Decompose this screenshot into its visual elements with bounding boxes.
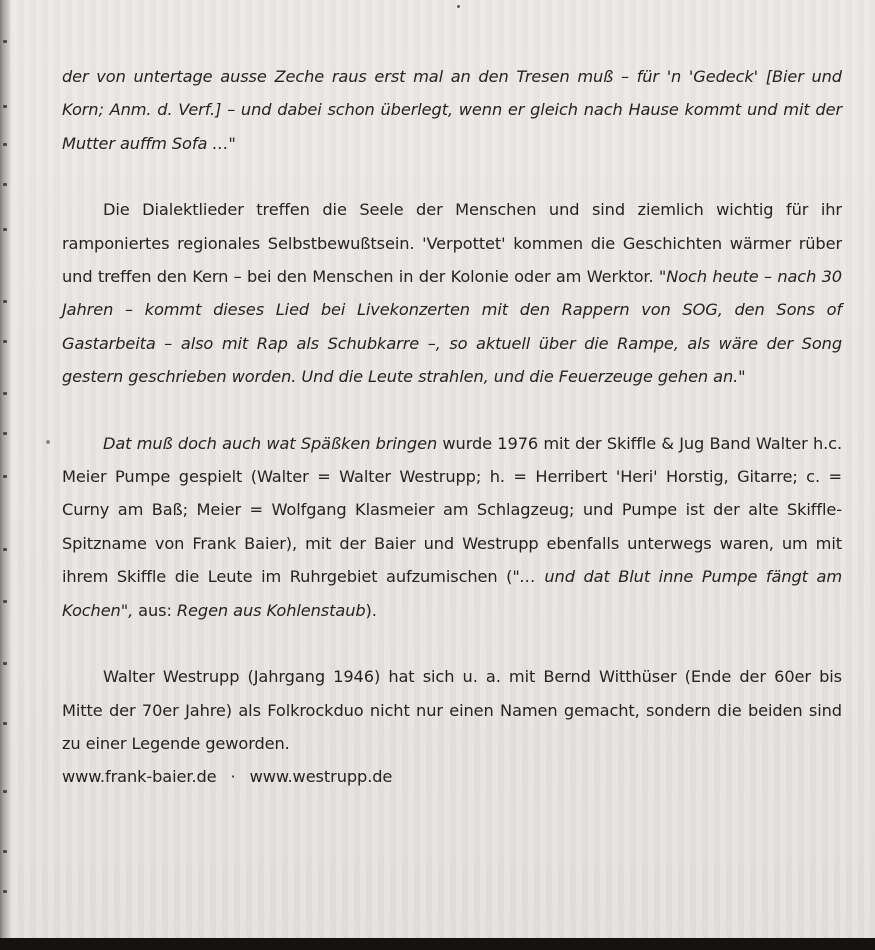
paragraph-continued-quote: der von untertage ausse Zeche raus erst mal an den Tresen muß – für 'n 'Gedeck' [Bier und Korn; Anm. d. Verf.] – und dabei schon überlegt, wenn er gleich nach Hause kommt und mit der Mutter auffm Sofa …"	[62, 67, 842, 153]
spine-mark	[3, 340, 7, 343]
paragraph-dialect-songs	[62, 193, 842, 393]
song-title: Dat muß doch auch wat Späßken bringen	[103, 433, 438, 453]
source-prefix: aus:	[138, 600, 172, 620]
book-spine	[0, 0, 10, 940]
scan-mark	[457, 5, 460, 8]
paragraph-text: wurde 1976 mit der Skiffle & Jug Band Walter h.c. Meier Pumpe gespielt (Walter = Walter Westrupp; h. = Herribert 'Heri' Horstig, Gitarre; c. = Curny am Baß; Meier = Wolfgang Klasmeier am Schlagzeug; und Pumpe ist der alte Skiffle-Spitzname von Frank Baier), mit der Baier und Westrupp ebenfalls unterwegs waren, um mit ihrem Skiffle die Leute im Ruhrgebiet aufzumischen	[62, 433, 842, 587]
spine-mark	[3, 475, 7, 478]
spine-mark	[3, 890, 7, 893]
spine-mark	[3, 548, 7, 551]
quote-open: (	[506, 567, 513, 587]
link-separator: ·	[230, 767, 236, 787]
spine-mark	[3, 143, 7, 146]
website-links	[62, 760, 842, 793]
spine-mark	[3, 392, 7, 395]
spine-mark	[3, 722, 7, 725]
spine-mark	[3, 300, 7, 303]
paragraph-skiffle-band	[62, 427, 842, 627]
paragraph-text: Die Dialektlieder treffen die Seele der Menschen und sind ziemlich wichtig für ihr ramponiertes regionales Selbstbewußtsein. 'Verpottet' kommen die Geschichten wärmer rüber und treffen den Kern – bei den Menschen in der Kolonie oder am Werktor.	[62, 200, 842, 287]
paragraph-close: ).	[365, 600, 377, 620]
spine-mark	[3, 40, 7, 43]
album-title: Regen aus Kohlenstaub	[176, 600, 366, 620]
spine-mark	[3, 183, 7, 186]
italic-quote: "… und dat Blut inne Pumpe fängt am Kochen",	[62, 567, 843, 620]
italic-quote: "Noch heute – nach 30 Jahren – kommt dieses Lied bei Livekonzerten mit den Rappern von SOG, den Sons of Gastarbeita – also mit Rap als Schubkarre –, so aktuell über die Rampe, als wäre der Song gestern geschrieben worden. Und die Leute strahlen, und die Feuerzeuge gehen an."	[62, 267, 842, 387]
link-frank-baier[interactable]: www.frank-baier.de	[62, 767, 217, 787]
spine-mark	[3, 432, 7, 435]
link-westrupp[interactable]: www.westrupp.de	[249, 767, 393, 787]
scan-speck	[46, 440, 50, 444]
page-bottom-edge	[0, 938, 875, 950]
spine-mark	[3, 600, 7, 603]
spine-mark	[3, 850, 7, 853]
spine-mark	[3, 790, 7, 793]
spine-mark	[3, 662, 7, 665]
spine-mark	[3, 105, 7, 108]
spine-mark	[3, 228, 7, 231]
paragraph-westrupp: Walter Westrupp (Jahrgang 1946) hat sich u. a. mit Bernd Witthüser (Ende der 60er bis Mitte der 70er Jahre) als Folkrockduo nicht nur einen Namen gemacht, sondern die beiden sind zu einer Legende geworden.	[62, 667, 842, 753]
body-text	[62, 60, 842, 794]
